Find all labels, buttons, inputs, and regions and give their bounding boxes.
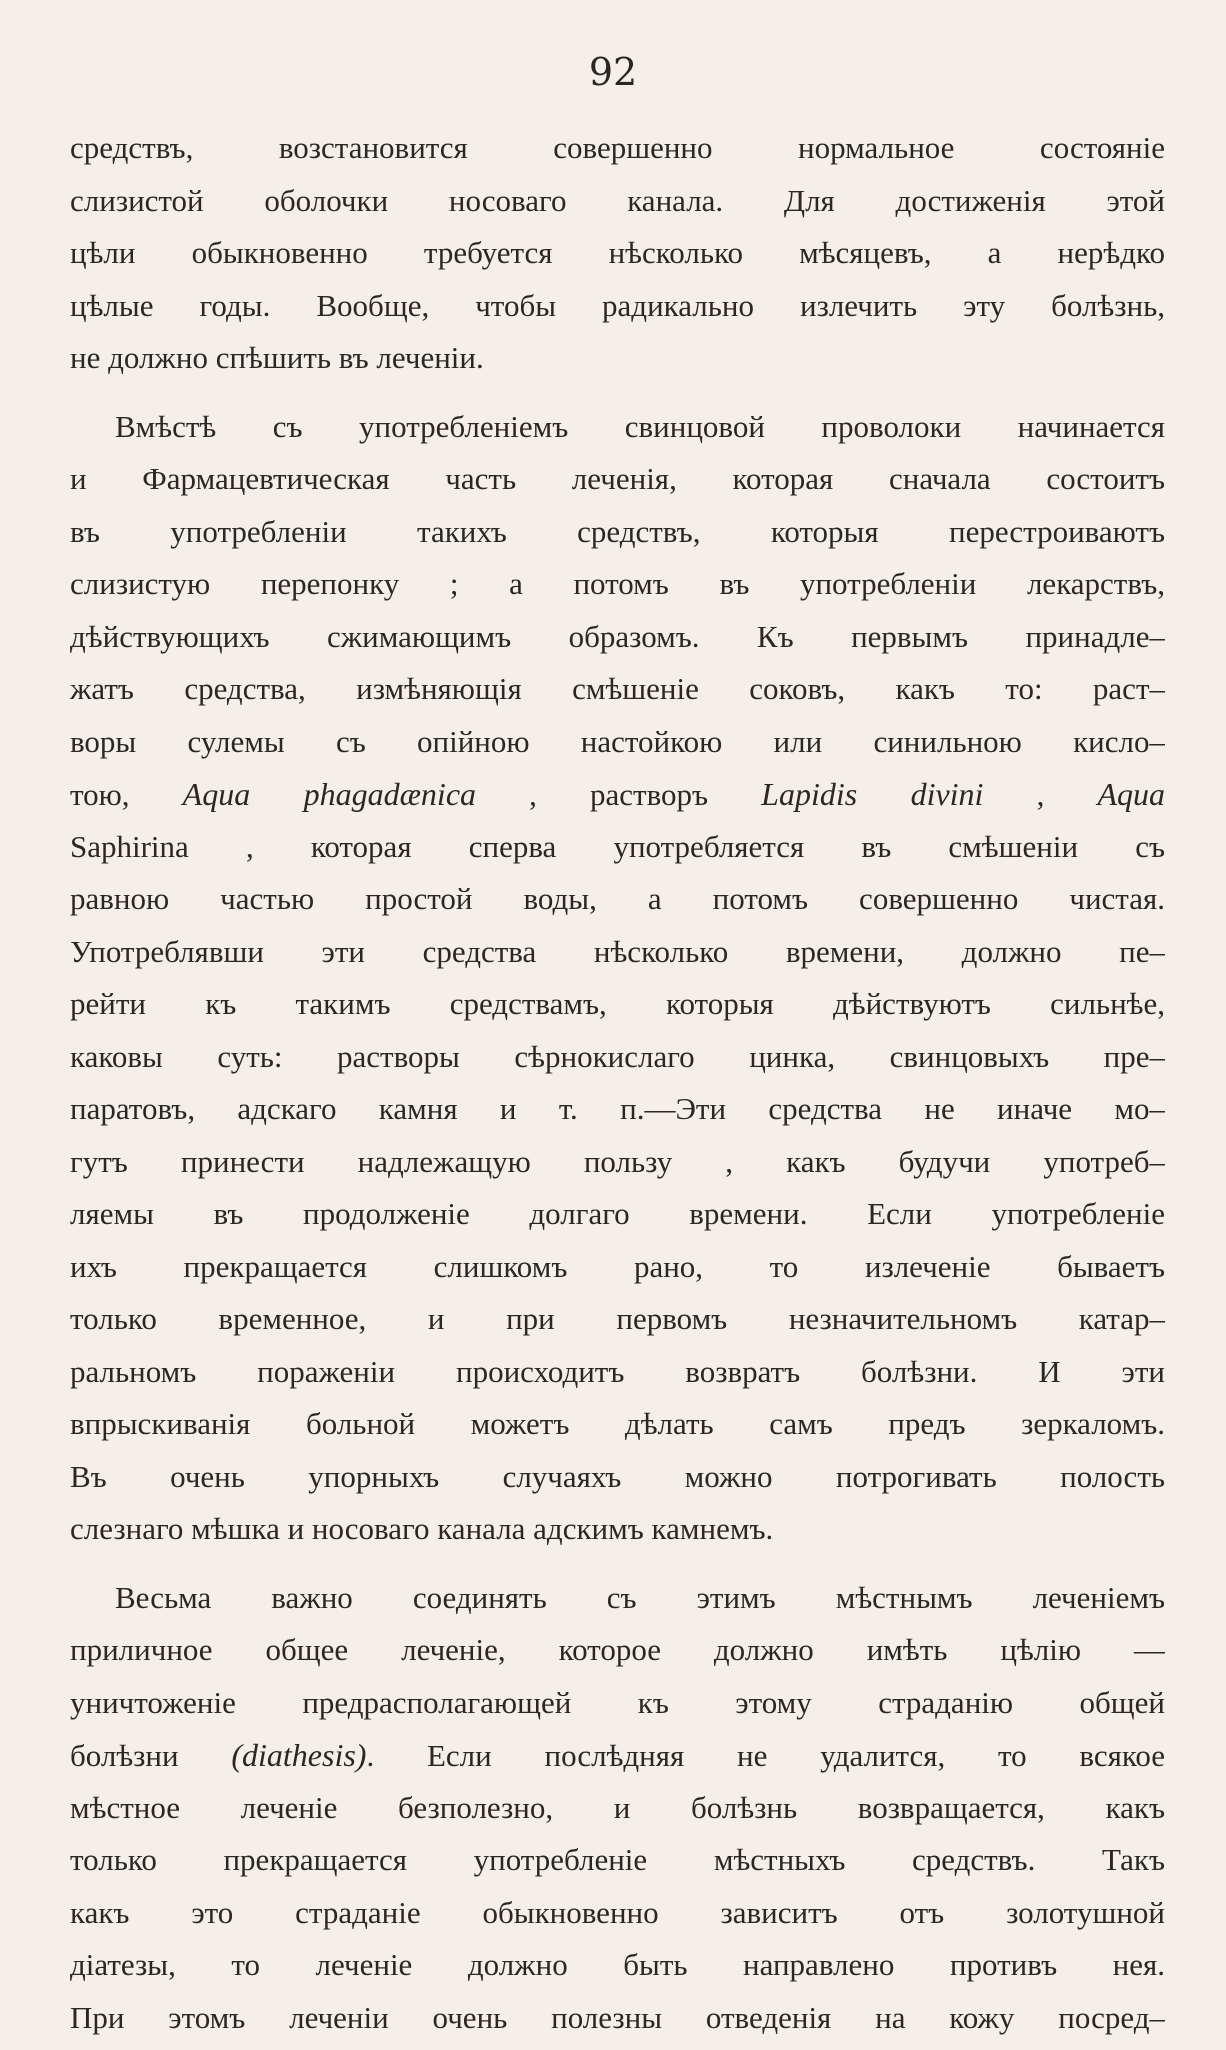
text-line-latin [70, 768, 1165, 821]
text-line: Saphirina , которая сперва употребляется въ смѣшеніи съ [70, 828, 1165, 864]
text-line: приличное общее леченіе, которое должно имѣть цѣлію — [70, 1632, 1165, 1667]
text-line: ральномъ пораженіи происходитъ возвратъ болѣзни. И эти [70, 1353, 1165, 1389]
text-line: какъ это страданіе обыкновенно зависитъ отъ золотушной [70, 1894, 1165, 1930]
text-line: только временное, и при первомъ незначительномъ катар– [70, 1301, 1165, 1336]
paragraph-3 [70, 1572, 1165, 2045]
text-line: діатезы, то леченіе должно быть направлено противъ нея. [70, 1947, 1165, 1982]
text-line: Вмѣстѣ съ употребленіемъ свинцовой проволоки начинается [115, 408, 1165, 444]
text-line: воры сулемы съ опійною настойкою или синильною кисло– [70, 723, 1165, 759]
text-line: паратовъ, адскаго камня и т. п.—Эти средства не иначе мо– [70, 1091, 1165, 1126]
latin-term: Aqua [1097, 776, 1165, 812]
text-line: не должно спѣшить въ леченіи. [70, 340, 484, 375]
text-line: рейти къ такимъ средствамъ, которыя дѣйствуютъ сильнѣе, [70, 986, 1165, 1021]
text-line: При этомъ леченіи очень полезны отведенія на кожу посред– [70, 1999, 1165, 2035]
text-body [70, 122, 1165, 2044]
text-line: и Фармацевтическая часть леченія, которая сначала состоитъ [70, 461, 1165, 496]
text-line: въ употребленіи такихъ средствъ, которыя перестроиваютъ [70, 513, 1165, 549]
text-line: гутъ принести надлежащую пользу , какъ будучи употреб– [70, 1143, 1165, 1179]
text-line: слезнаго мѣшка и носоваго канала адскимъ камнемъ. [70, 1511, 774, 1546]
text-line: цѣли обыкновенно требуется нѣсколько мѣсяцевъ, а нерѣдко [70, 235, 1165, 270]
text-line: Весьма важно соединять съ этимъ мѣстнымъ леченіемъ [115, 1579, 1165, 1615]
text-line: равною частью простой воды, а потомъ совершенно чистая. [70, 881, 1165, 916]
text-line: жатъ средства, измѣняющія смѣшеніе соковъ, какъ то: раст– [70, 671, 1165, 706]
text-line: только прекращается употребленіе мѣстныхъ средствъ. Такъ [70, 1842, 1165, 1877]
text-line: цѣлые годы. Вообще, чтобы радикально излечить эту болѣзнь, [70, 287, 1165, 323]
text-line: ляемы въ продолженіе долгаго времени. Если употребленіе [70, 1196, 1165, 1231]
paragraph-2 [70, 401, 1165, 1556]
text-line: Употреблявши эти средства нѣсколько времени, должно пе– [70, 933, 1165, 969]
text-fragment: тою, [70, 777, 183, 812]
text-line-latin [70, 1729, 1165, 1782]
text-line: ихъ прекращается слишкомъ рано, то излеченіе бываетъ [70, 1248, 1165, 1284]
latin-term: (diathesis) [231, 1737, 367, 1773]
text-fragment: . Если послѣдняя не удалится, то всякое [366, 1738, 1165, 1773]
text-fragment: , растворъ [476, 777, 762, 812]
text-line: слизистой оболочки носоваго канала. Для достиженія этой [70, 182, 1165, 218]
text-line: каковы суть: растворы сѣрнокислаго цинка, свинцовыхъ пре– [70, 1038, 1165, 1074]
text-fragment: , [983, 777, 1098, 812]
text-line: мѣстное леченіе безполезно, и болѣзнь возвращается, какъ [70, 1789, 1165, 1825]
text-line: слизистую перепонку ; а потомъ въ употребленіи лекарствъ, [70, 566, 1165, 601]
page-number: 92 [588, 50, 638, 94]
paragraph-1 [70, 122, 1165, 385]
latin-term: Lapidis divini [761, 776, 984, 812]
text-line: Въ очень упорныхъ случаяхъ можно потрогивать полость [70, 1458, 1165, 1494]
text-line: средствъ, возстановится совершенно нормальное состояніе [70, 130, 1165, 165]
text-line: уничтоженіе предрасполагающей къ этому страданію общей [70, 1684, 1165, 1720]
text-line: дѣйствующихъ сжимающимъ образомъ. Къ первымъ принадле– [70, 618, 1165, 654]
text-fragment: болѣзни [70, 1738, 232, 1773]
text-line: впрыскиванія больной можетъ дѣлать самъ предъ зеркаломъ. [70, 1406, 1165, 1441]
latin-term: Aqua phagadænica [182, 776, 477, 812]
